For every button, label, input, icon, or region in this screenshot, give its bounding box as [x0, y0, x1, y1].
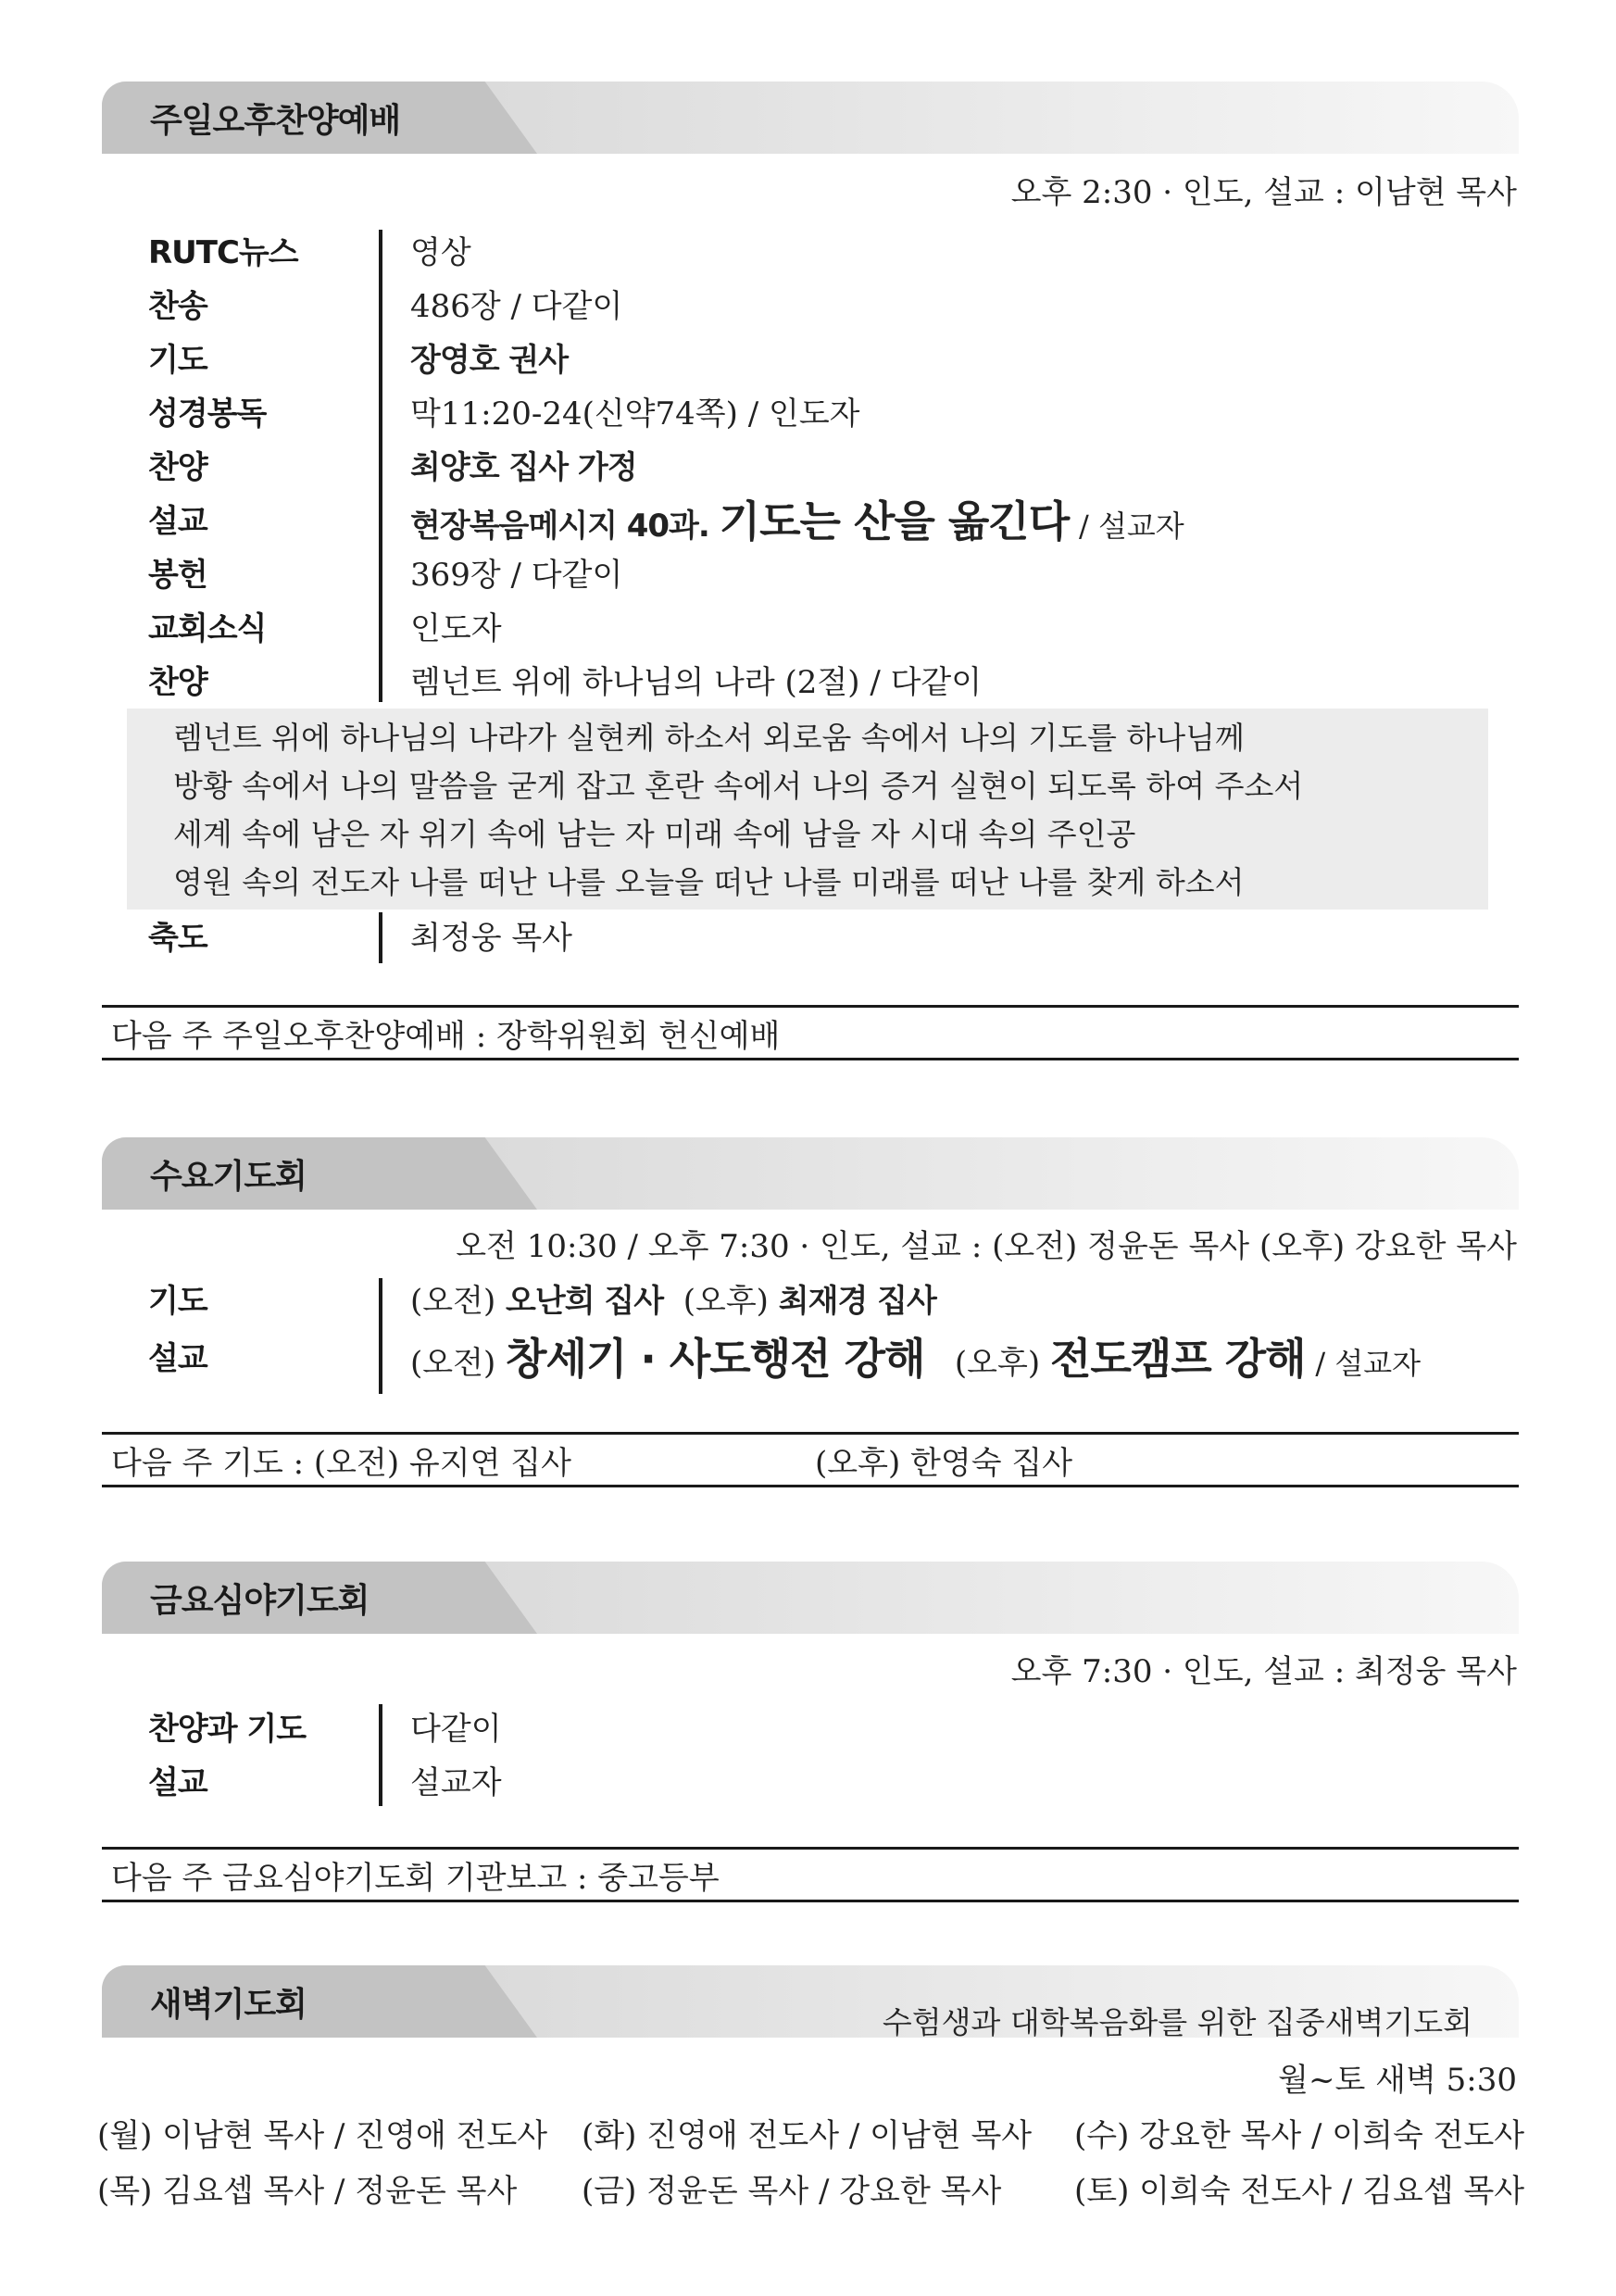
row-value: 렘넌트 위에 하나님의 나라 (2절) / 다같이	[410, 664, 983, 701]
pm-sermon: 전도캠프 강해	[1049, 1334, 1306, 1384]
section-header-friday	[102, 1562, 1519, 1634]
service-row	[148, 333, 1500, 387]
row-value: 최정웅 목사	[410, 920, 573, 957]
sermon-preacher: / 설교자	[1315, 1346, 1422, 1381]
schedule-entry: (토) 이희숙 전도사 / 김요셉 목사	[1074, 2173, 1525, 2210]
row-label: 찬송	[148, 288, 207, 325]
row-label: 기도	[148, 342, 207, 379]
schedule-entry: (목) 김요셉 목사 / 정윤돈 목사	[97, 2173, 518, 2210]
service-row	[148, 387, 1500, 441]
section-header-dawn	[102, 1965, 1519, 2038]
lyrics-line: 영원 속의 전도자 나를 떠난 나를 오늘을 떠난 나를 미래를 떠난 나를 찾게 하소서	[173, 864, 1245, 900]
row-value: 최양호 집사 가정	[410, 449, 637, 486]
next-week-notice	[102, 1432, 1519, 1487]
service-row	[148, 1328, 1500, 1389]
row-label: 기도	[148, 1283, 207, 1320]
row-label: 설교	[148, 1764, 207, 1801]
sermon-title: 기도는 산을 옮긴다	[719, 496, 1070, 546]
service-row	[148, 1756, 1500, 1810]
notice-text: 다음 주 금요심야기도회 기관보고 : 중고등부	[111, 1860, 720, 1897]
pm-leader: 최재경 집사	[778, 1283, 936, 1320]
benediction-block	[148, 911, 1500, 965]
service-row	[148, 1274, 1500, 1328]
sermon-series: 현장복음메시지 40과.	[410, 508, 709, 545]
row-label: RUTC뉴스	[148, 234, 298, 271]
row-label: 성경봉독	[148, 395, 267, 433]
schedule-entry: (금) 정윤돈 목사 / 강요한 목사	[582, 2173, 1002, 2210]
am-tag: (오전)	[410, 1345, 496, 1382]
row-label: 교회소식	[148, 610, 267, 647]
row-label: 찬양과 기도	[148, 1711, 307, 1748]
section-header-sunday	[102, 82, 1519, 154]
service-row	[148, 495, 1500, 548]
next-week-notice	[102, 1847, 1519, 1902]
am-sermon: 창세기 · 사도행전 강해	[506, 1334, 925, 1384]
pm-tag: (오후)	[954, 1345, 1041, 1382]
row-value: 486장 / 다같이	[410, 288, 623, 325]
service-row	[148, 441, 1500, 495]
row-label: 축도	[148, 920, 207, 957]
service-row	[148, 1702, 1500, 1756]
service-meta: 월~토 새벽 5:30	[1278, 2062, 1517, 2099]
notice-text-pm: (오후) 한영숙 집사	[815, 1445, 1073, 1482]
service-row	[148, 602, 1500, 656]
section-title: 금요심야기도회	[150, 1582, 370, 1620]
row-value	[410, 1328, 1421, 1394]
next-week-notice	[102, 1005, 1519, 1060]
lyrics-box	[127, 709, 1488, 910]
service-row	[148, 226, 1500, 280]
lyrics-line: 렘넌트 위에 하나님의 나라가 실현케 하소서 외로움 속에서 나의 기도를 하나님께	[173, 720, 1245, 756]
section-header-wednesday	[102, 1137, 1519, 1210]
row-label: 찬양	[148, 664, 207, 701]
row-value	[410, 1274, 936, 1328]
am-leader: 오난희 집사	[506, 1283, 664, 1320]
section-title: 수요기도회	[150, 1158, 307, 1196]
schedule-entry: (화) 진영애 전도사 / 이남현 목사	[582, 2117, 1033, 2154]
service-meta: 오전 10:30 / 오후 7:30 · 인도, 설교 : (오전) 정윤돈 목사 (오후) 강요한 목사	[456, 1228, 1517, 1265]
notice-text: 다음 주 주일오후찬양예배 : 장학위원회 헌신예배	[111, 1018, 781, 1055]
row-label: 설교	[148, 1340, 207, 1377]
row-label: 봉헌	[148, 557, 207, 594]
row-value: 다같이	[410, 1711, 502, 1748]
schedule-entry: (수) 강요한 목사 / 이희숙 전도사	[1074, 2117, 1525, 2154]
service-meta: 오후 7:30 · 인도, 설교 : 최정웅 목사	[1010, 1653, 1517, 1690]
row-value: 영상	[410, 234, 471, 271]
section-title: 주일오후찬양예배	[150, 102, 401, 140]
lyrics-line: 방황 속에서 나의 말씀을 굳게 잡고 혼란 속에서 나의 증거 실현이 되도록 하여 주소서	[173, 768, 1304, 804]
row-value: 인도자	[410, 610, 502, 647]
row-value: 장영호 권사	[410, 342, 569, 379]
row-value: 설교자	[410, 1764, 502, 1801]
order-of-service	[148, 1702, 1500, 1810]
service-row	[148, 911, 1500, 965]
schedule-entry: (월) 이남현 목사 / 진영애 전도사	[97, 2117, 548, 2154]
service-row	[148, 656, 1500, 709]
order-of-service	[148, 1274, 1500, 1389]
row-value: 막11:20-24(신약74쪽) / 인도자	[410, 395, 860, 433]
section-title: 새벽기도회	[150, 1986, 307, 2024]
row-label: 설교	[148, 503, 207, 540]
notice-text-am: 다음 주 기도 : (오전) 유지연 집사	[111, 1445, 571, 1482]
section-subtitle: 수험생과 대학복음화를 위한 집중새벽기도회	[882, 2004, 1472, 2040]
order-of-service	[148, 226, 1500, 709]
row-value: 369장 / 다같이	[410, 557, 623, 594]
am-tag: (오전)	[410, 1283, 496, 1320]
service-row	[148, 548, 1500, 602]
service-meta: 오후 2:30 · 인도, 설교 : 이남현 목사	[1010, 174, 1517, 211]
row-value	[410, 495, 1184, 553]
lyrics-line: 세계 속에 남은 자 위기 속에 남는 자 미래 속에 남을 자 시대 속의 주인공	[173, 816, 1136, 852]
row-label: 찬양	[148, 449, 207, 486]
pm-tag: (오후)	[683, 1283, 769, 1320]
service-row	[148, 280, 1500, 333]
sermon-preacher: / 설교자	[1078, 508, 1184, 544]
